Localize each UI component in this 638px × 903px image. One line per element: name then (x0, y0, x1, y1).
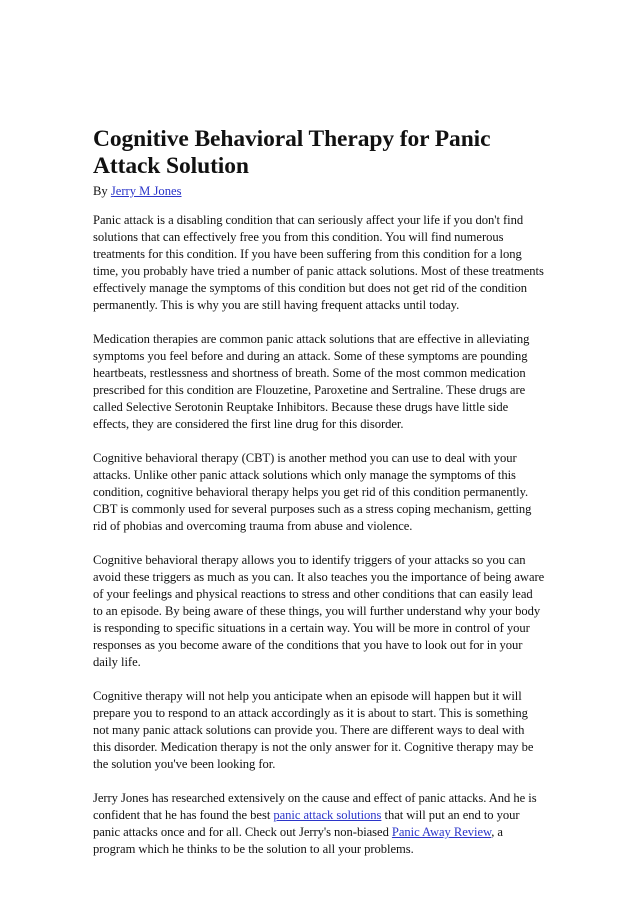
article-title: Cognitive Behavioral Therapy for Panic Attack Solution (93, 126, 491, 179)
bio-text-2: that will put an end to your panic attacks once and for all. Check out Jerry's non-biased (93, 808, 520, 839)
author-link[interactable]: Jerry M Jones (110, 184, 182, 198)
byline-prefix: By (93, 184, 111, 198)
panic-away-review-link[interactable]: Panic Away Review (391, 825, 492, 839)
panic-attack-solutions-link[interactable]: panic attack solutions (273, 808, 382, 822)
bio-text-3: , a program which he thinks to be the solution to all your problems. (93, 825, 503, 856)
paragraph-3: Cognitive behavioral therapy (CBT) is another method you can use to deal with your attacks. Unlike other panic attack solutions which only manage the symptoms of this condition, cognitive behavioral therapy helps you get rid of this condition permanently. CBT is commonly used for several purposes such as a stress coping mechanism, getting rid of phobias and overcoming trauma from abuse and violence. (93, 451, 532, 533)
paragraph-2: Medication therapies are common panic attack solutions that are effective in alleviating symptoms you feel before and during an attack. Some of these symptoms are pounding heartbeats, restlessness and shortness of breath. Some of the most common medication prescribed for this condition are Flouzetine, Paroxetine and Sertraline. These drugs are called Selective Serotonin Reuptake Inhibitors. Because these drugs have little side effects, they are considered the first line drug for this disorder. (93, 332, 530, 431)
byline (93, 183, 545, 199)
paragraph-1: Panic attack is a disabling condition that can seriously affect your life if you don't find solutions that can effectively free you from this condition. You will find numerous treatments for this condition. If you have been suffering from this condition for a long time, you probably have tried a number of panic attack solutions. Most of these treatments effectively manage the symptoms of this condition but does not get rid of the condition permanently. This is why you are still having frequent attacks until today. (93, 213, 544, 312)
article-body (93, 212, 545, 858)
paragraph-5: Cognitive therapy will not help you anticipate when an episode will happen but it will prepare you to respond to an attack accordingly as it is about to start. This is something not many panic attack solutions can provide you. There are different ways to deal with this disorder. Medication therapy is not the only answer for it. Cognitive therapy may be the solution you've been looking for. (93, 689, 534, 771)
paragraph-4: Cognitive behavioral therapy allows you to identify triggers of your attacks so you can avoid these triggers as much as you can. It also teaches you the importance of being aware of your feelings and physical reactions to stress and other conditions that can easily lead to an episode. By being aware of these things, you will further understand why your body is responding to specific situations in a certain way. You will be more in control of your responses as you become aware of the conditions that you have to look out for in your daily life. (93, 553, 545, 669)
author-bio-paragraph (93, 790, 545, 858)
document-page (93, 126, 545, 875)
bio-text-1: Jerry Jones has researched extensively on the cause and effect of panic attacks. And he is confident that he has found the best (93, 791, 537, 822)
